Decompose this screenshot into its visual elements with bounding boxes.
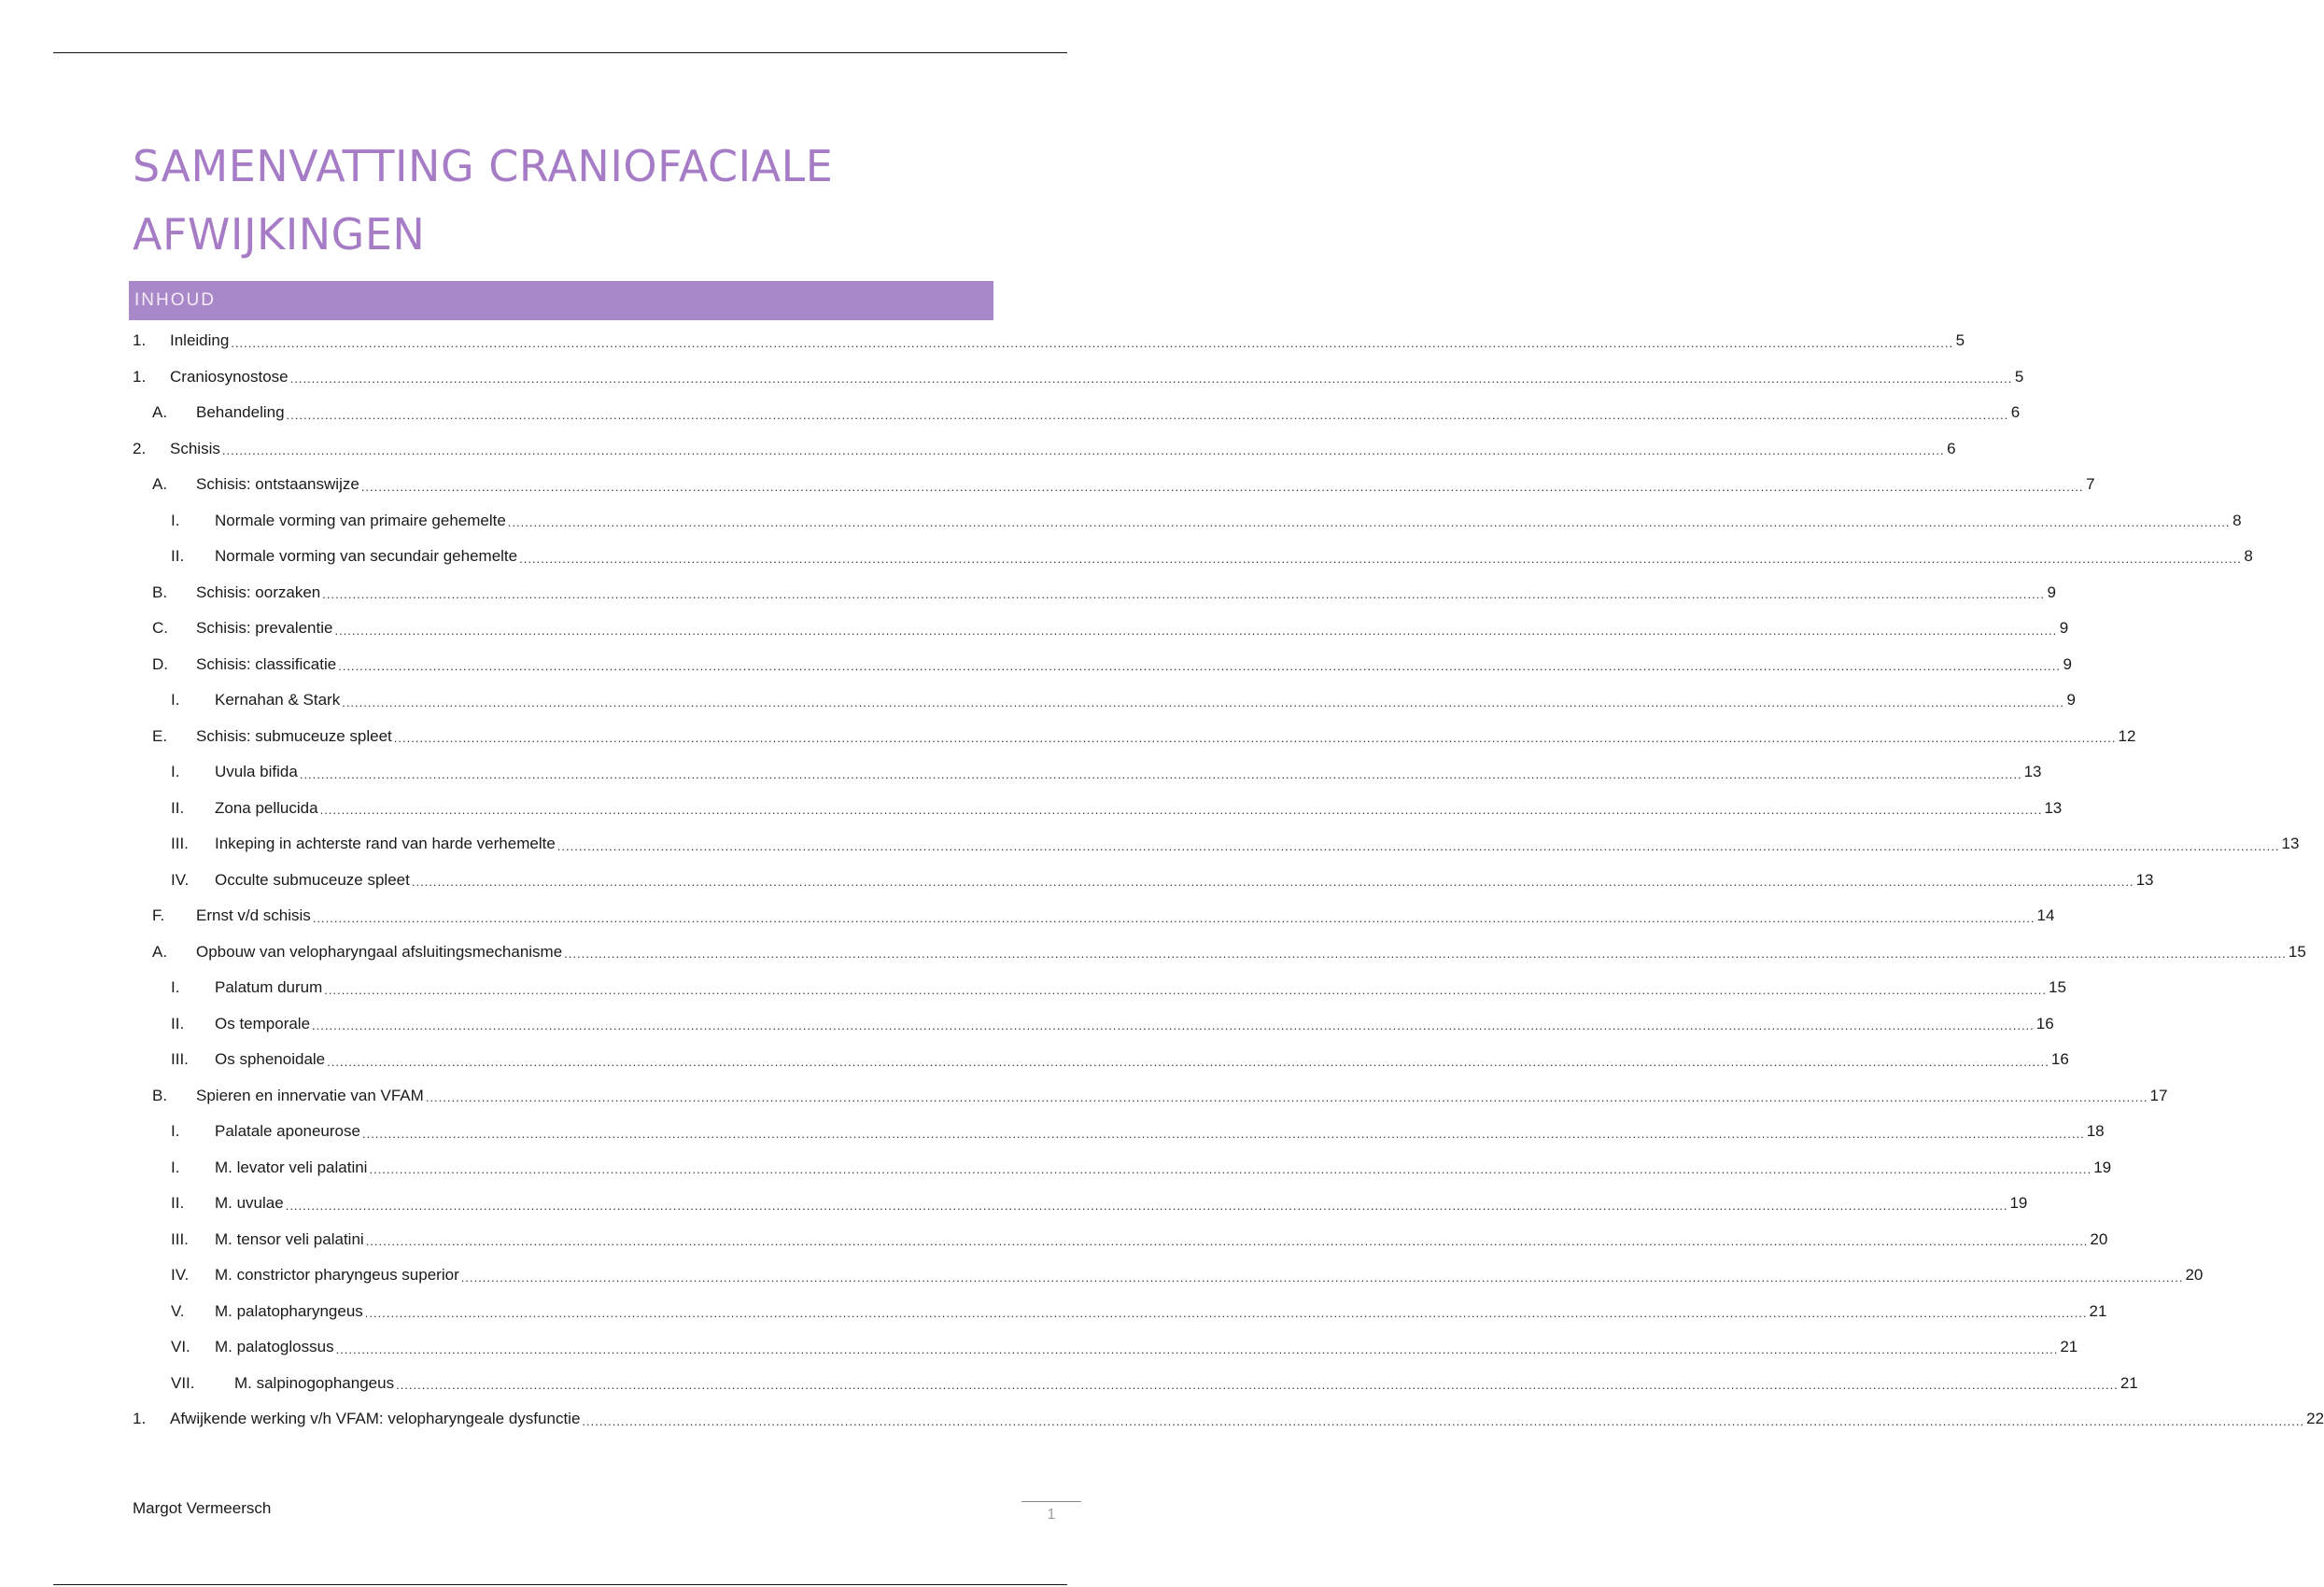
toc-entry-page: 15 xyxy=(2049,978,2066,997)
toc-dot-leader: ................................................................................................................................................................................................................................................................................................................................................................................................................ xyxy=(369,1162,2092,1177)
toc-dot-leader: ................................................................................................................................................................................................................................................................................................................................................................................................................ xyxy=(393,731,2117,746)
toc-entry-title: Spieren en innervatie van VFAM xyxy=(196,1086,424,1104)
table-of-contents xyxy=(133,323,2324,1438)
toc-entry-number: IV. xyxy=(171,1266,190,1285)
toc-dot-leader: ................................................................................................................................................................................................................................................................................................................................................................................................................ xyxy=(519,551,2242,566)
toc-entry[interactable] xyxy=(133,503,2242,540)
toc-dot-leader: ................................................................................................................................................................................................................................................................................................................................................................................................................ xyxy=(396,1378,2119,1393)
toc-entry-number: I. xyxy=(171,763,180,781)
toc-entry[interactable] xyxy=(133,1329,2078,1366)
toc-entry[interactable] xyxy=(133,1222,2108,1258)
toc-dot-leader: ................................................................................................................................................................................................................................................................................................................................................................................................................ xyxy=(556,838,2280,853)
toc-entry-number: IV. xyxy=(171,870,190,889)
toc-dot-leader: ................................................................................................................................................................................................................................................................................................................................................................................................................ xyxy=(338,659,2061,674)
toc-entry-number: C. xyxy=(152,619,168,638)
toc-dot-leader: ................................................................................................................................................................................................................................................................................................................................................................................................................ xyxy=(335,1341,2059,1356)
toc-entry-title: M. salpinogophangeus xyxy=(234,1373,395,1392)
toc-entry-title: Normale vorming van secundair gehemelte xyxy=(215,547,518,566)
toc-entry-page: 20 xyxy=(2185,1266,2204,1285)
toc-entry-number: 1. xyxy=(133,1410,147,1428)
toc-entry-page: 21 xyxy=(2060,1338,2078,1356)
toc-entry[interactable] xyxy=(133,1078,2168,1115)
toc-entry-title: Afwijkende werking v/h VFAM: velopharyngeale dysfunctie xyxy=(170,1410,581,1428)
toc-entry-number: 2. xyxy=(133,439,147,457)
toc-entry-title: Ernst v/d schisis xyxy=(196,906,311,925)
toc-dot-leader: ................................................................................................................................................................................................................................................................................................................................................................................................................ xyxy=(365,1234,2089,1249)
toc-entry-number: II. xyxy=(171,1014,185,1032)
page-number-rule xyxy=(1021,1501,1081,1502)
toc-entry[interactable] xyxy=(133,1150,2112,1187)
toc-entry-title: Os temporale xyxy=(215,1014,311,1032)
toc-entry-title: Uvula bifida xyxy=(215,763,298,781)
toc-entry[interactable] xyxy=(133,611,2069,647)
toc-dot-leader: ................................................................................................................................................................................................................................................................................................................................................................................................................ xyxy=(319,803,2043,818)
toc-entry-page: 20 xyxy=(2090,1229,2108,1248)
toc-dot-leader: ................................................................................................................................................................................................................................................................................................................................................................................................................ xyxy=(289,372,2013,386)
toc-entry-page: 13 xyxy=(2281,835,2300,853)
toc-entry-title: Os sphenoidale xyxy=(215,1050,326,1069)
toc-entry-number: 1. xyxy=(133,367,147,386)
toc-entry-page: 13 xyxy=(2135,870,2154,889)
toc-dot-leader: ................................................................................................................................................................................................................................................................................................................................................................................................................ xyxy=(324,982,2048,997)
toc-entry-number: I. xyxy=(171,691,180,709)
toc-entry-page: 16 xyxy=(2035,1014,2054,1032)
toc-entry-title: M. tensor veli palatini xyxy=(215,1229,364,1248)
toc-entry[interactable] xyxy=(133,934,2306,971)
toc-entry[interactable] xyxy=(133,719,2136,755)
toc-entry-number: A. xyxy=(152,403,168,422)
toc-entry[interactable] xyxy=(133,826,2300,863)
toc-dot-leader: ................................................................................................................................................................................................................................................................................................................................................................................................................ xyxy=(425,1090,2148,1105)
toc-entry-title: M. constrictor pharyngeus superior xyxy=(215,1266,459,1285)
toc-entry-page: 9 xyxy=(2063,654,2072,673)
toc-dot-leader: ................................................................................................................................................................................................................................................................................................................................................................................................................ xyxy=(364,1306,2088,1321)
toc-entry-title: Schisis: submuceuze spleet xyxy=(196,726,392,745)
toc-entry-page: 15 xyxy=(2288,942,2306,961)
toc-entry-number: F. xyxy=(152,906,165,925)
toc-dot-leader: ................................................................................................................................................................................................................................................................................................................................................................................................................ xyxy=(322,587,2045,602)
toc-entry-number: II. xyxy=(171,1194,185,1213)
toc-entry[interactable] xyxy=(133,898,2055,934)
toc-entry-number: B. xyxy=(152,1086,168,1104)
toc-entry-page: 8 xyxy=(2244,547,2253,566)
toc-dot-leader: ................................................................................................................................................................................................................................................................................................................................................................................................................ xyxy=(411,875,2134,890)
toc-entry-title: Schisis: oorzaken xyxy=(196,583,321,601)
toc-entry-page: 7 xyxy=(2086,475,2095,494)
toc-entry-page: 19 xyxy=(2093,1158,2112,1176)
toc-entry-number: D. xyxy=(152,654,168,673)
toc-dot-leader: ................................................................................................................................................................................................................................................................................................................................................................................................................ xyxy=(312,910,2035,925)
toc-entry[interactable] xyxy=(133,1006,2054,1043)
toc-entry-number: III. xyxy=(171,1050,189,1069)
document-title xyxy=(133,133,973,269)
toc-dot-leader: ................................................................................................................................................................................................................................................................................................................................................................................................................ xyxy=(334,623,2058,638)
toc-entry-title: Schisis xyxy=(170,439,220,457)
toc-entry[interactable] xyxy=(133,539,2253,575)
page-number: 1 xyxy=(1047,1507,1056,1523)
toc-dot-leader: ................................................................................................................................................................................................................................................................................................................................................................................................................ xyxy=(360,479,2084,494)
toc-entry-page: 5 xyxy=(2014,367,2024,386)
toc-entry-title: Schisis: classificatie xyxy=(196,654,337,673)
toc-entry-number: 1. xyxy=(133,331,147,350)
toc-entry[interactable] xyxy=(133,791,2063,827)
toc-entry-number: II. xyxy=(171,798,185,817)
toc-entry-number: I. xyxy=(171,511,180,529)
toc-entry-number: B. xyxy=(152,583,168,601)
toc-entry-title: Palatale aponeurose xyxy=(215,1122,360,1141)
toc-entry[interactable] xyxy=(133,467,2095,503)
bottom-rule xyxy=(53,1584,1067,1585)
toc-entry-page: 12 xyxy=(2118,726,2136,745)
toc-dot-leader: ................................................................................................................................................................................................................................................................................................................................................................................................................ xyxy=(460,1270,2184,1285)
toc-entry-page: 17 xyxy=(2149,1086,2168,1104)
toc-entry-title: Palatum durum xyxy=(215,978,323,997)
toc-entry-page: 6 xyxy=(2010,403,2021,422)
toc-dot-leader: ................................................................................................................................................................................................................................................................................................................................................................................................................ xyxy=(299,766,2022,781)
toc-entry-title: Normale vorming van primaire gehemelte xyxy=(215,511,506,529)
toc-entry-page: 13 xyxy=(2023,763,2042,781)
toc-entry-page: 5 xyxy=(1955,331,1965,350)
toc-entry-title: Inkeping in achterste rand van harde verhemelte xyxy=(215,835,556,853)
toc-entry-page: 14 xyxy=(2036,906,2055,925)
toc-entry[interactable] xyxy=(133,754,2042,791)
toc-dot-leader: ................................................................................................................................................................................................................................................................................................................................................................................................................ xyxy=(361,1126,2085,1141)
toc-entry[interactable] xyxy=(133,575,2056,611)
toc-entry-title: Craniosynostose xyxy=(170,367,289,386)
toc-entry-page: 9 xyxy=(2059,619,2069,638)
toc-entry-number: I. xyxy=(171,1122,180,1141)
toc-entry[interactable] xyxy=(133,1401,2324,1438)
toc-entry-number: VI. xyxy=(171,1338,190,1356)
toc-dot-leader: ................................................................................................................................................................................................................................................................................................................................................................................................................ xyxy=(221,443,1945,458)
toc-entry-number: VII. xyxy=(171,1373,195,1392)
toc-entry[interactable] xyxy=(133,1257,2204,1294)
toc-dot-leader: ................................................................................................................................................................................................................................................................................................................................................................................................................ xyxy=(286,407,2009,422)
toc-dot-leader: ................................................................................................................................................................................................................................................................................................................................................................................................................ xyxy=(312,1018,2035,1033)
toc-entry[interactable] xyxy=(133,970,2066,1006)
toc-heading-bar xyxy=(129,281,993,320)
toc-entry[interactable] xyxy=(133,1294,2107,1330)
toc-entry-number: I. xyxy=(171,978,180,997)
toc-dot-leader: ................................................................................................................................................................................................................................................................................................................................................................................................................ xyxy=(327,1054,2049,1069)
toc-entry-title: M. palatoglossus xyxy=(215,1338,334,1356)
toc-entry[interactable] xyxy=(133,431,1956,468)
toc-entry-title: Behandeling xyxy=(196,403,285,422)
toc-entry-page: 21 xyxy=(2120,1373,2138,1392)
toc-heading: INHOUD xyxy=(134,290,216,310)
toc-dot-leader: ................................................................................................................................................................................................................................................................................................................................................................................................................ xyxy=(342,695,2064,709)
toc-dot-leader: ................................................................................................................................................................................................................................................................................................................................................................................................................ xyxy=(564,947,2287,962)
toc-entry-title: M. uvulae xyxy=(215,1194,284,1213)
toc-entry-page: 21 xyxy=(2089,1301,2107,1320)
toc-entry[interactable] xyxy=(133,1366,2138,1402)
toc-entry-page: 8 xyxy=(2232,511,2242,529)
toc-entry-page: 6 xyxy=(1947,439,1956,457)
toc-entry-number: A. xyxy=(152,475,168,494)
toc-entry-title: Schisis: prevalentie xyxy=(196,619,333,638)
toc-entry[interactable] xyxy=(133,682,2076,719)
toc-entry-title: M. palatopharyngeus xyxy=(215,1301,363,1320)
toc-dot-leader: ................................................................................................................................................................................................................................................................................................................................................................................................................ xyxy=(507,515,2231,530)
toc-entry[interactable] xyxy=(133,647,2072,683)
toc-entry-number: I. xyxy=(171,1158,180,1176)
toc-entry-title: Zona pellucida xyxy=(215,798,318,817)
toc-entry-page: 22 xyxy=(2306,1410,2324,1428)
toc-entry[interactable] xyxy=(133,1186,2028,1222)
toc-dot-leader: ................................................................................................................................................................................................................................................................................................................................................................................................................ xyxy=(231,335,1954,350)
toc-entry-page: 19 xyxy=(2009,1194,2028,1213)
toc-entry-title: Kernahan & Stark xyxy=(215,691,341,709)
title-line-2: AFWIJKINGEN xyxy=(133,209,426,260)
footer-author: Margot Vermeersch xyxy=(133,1499,272,1517)
toc-entry-title: Occulte submuceuze spleet xyxy=(215,870,410,889)
toc-entry-page: 9 xyxy=(2066,691,2076,709)
toc-entry-number: III. xyxy=(171,1229,189,1248)
toc-entry[interactable] xyxy=(133,359,2024,396)
toc-entry-title: Opbouw van velopharyngaal afsluitingsmechanisme xyxy=(196,942,563,961)
toc-entry-number: A. xyxy=(152,942,168,961)
toc-entry[interactable] xyxy=(133,1114,2105,1150)
toc-entry-page: 9 xyxy=(2047,583,2056,601)
toc-entry-number: V. xyxy=(171,1301,185,1320)
toc-entry-title: Schisis: ontstaanswijze xyxy=(196,475,359,494)
toc-entry[interactable] xyxy=(133,395,2021,431)
toc-entry-page: 16 xyxy=(2050,1050,2069,1069)
toc-entry-title: M. levator veli palatini xyxy=(215,1158,368,1176)
toc-entry[interactable] xyxy=(133,863,2154,899)
top-rule xyxy=(53,52,1067,53)
toc-entry[interactable] xyxy=(133,1042,2069,1078)
toc-entry-number: II. xyxy=(171,547,185,566)
toc-entry[interactable] xyxy=(133,323,1965,359)
toc-entry-number: E. xyxy=(152,726,168,745)
toc-dot-leader: ................................................................................................................................................................................................................................................................................................................................................................................................................ xyxy=(285,1198,2008,1213)
toc-entry-title: Inleiding xyxy=(170,331,230,350)
title-line-1: SAMENVATTING CRANIOFACIALE xyxy=(133,141,834,191)
toc-dot-leader: ................................................................................................................................................................................................................................................................................................................................................................................................................ xyxy=(582,1413,2305,1428)
toc-entry-number: III. xyxy=(171,835,189,853)
toc-entry-page: 13 xyxy=(2044,798,2063,817)
toc-entry-page: 18 xyxy=(2086,1122,2105,1141)
